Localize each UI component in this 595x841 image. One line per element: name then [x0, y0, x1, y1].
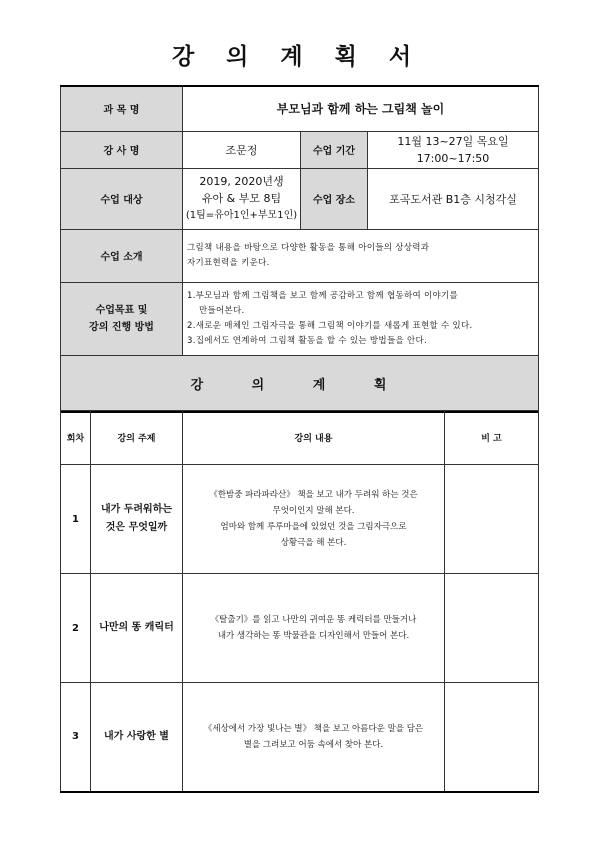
period-value — [368, 131, 539, 168]
table-row — [61, 465, 539, 574]
intro-line: 그림책 내용을 바탕으로 다양한 활동을 통해 아이들의 상상력과 — [187, 242, 430, 253]
content-line: 무엇이인지 말해 본다. — [272, 506, 355, 516]
content-line: 《탈출기》를 읽고 나만의 귀여운 똥 케릭터를 만들거나 — [210, 615, 417, 625]
content-line: 엄마와 함께 루루마을에 있었던 것을 그림자극으로 — [220, 522, 407, 532]
lecture-plan-table — [60, 410, 539, 793]
session-header: 회차 — [61, 411, 91, 465]
table-row — [61, 683, 539, 792]
lecture-topic — [91, 574, 183, 683]
target-teams: 유아 & 부모 8팀 — [201, 192, 282, 205]
lecture-topic — [91, 465, 183, 574]
note-header: 비 고 — [445, 411, 539, 465]
content-line: 내가 생각하는 똥 박물관을 디자인해서 만들어 본다. — [217, 631, 410, 641]
intro-label: 수업 소개 — [61, 229, 183, 282]
target-label: 수업 대상 — [61, 168, 183, 229]
topic-header: 강의 주제 — [91, 411, 183, 465]
instructor-value: 조문정 — [183, 131, 301, 168]
note-cell — [445, 465, 539, 574]
intro-line: 자기표현력을 키운다. — [187, 257, 270, 268]
content-line: 상황극을 해 본다. — [280, 538, 347, 548]
content-line: 별을 그려보고 어둠 속에서 찾아 본다. — [243, 739, 384, 750]
instructor-label: 강 사 명 — [61, 131, 183, 168]
goals-label-line: 강의 진행 방법 — [89, 321, 154, 333]
goal-item: 2.새로운 매체인 그림자극을 통해 그림책 이야기를 새롭게 표현할 수 있다. — [187, 320, 473, 331]
goal-item: 만들어본다. — [199, 305, 245, 316]
place-label: 수업 장소 — [301, 168, 368, 229]
content-line: 《한밤중 파라파라산》 책을 보고 내가 두려워 하는 것은 — [209, 490, 418, 500]
period-time: 17:00~17:50 — [416, 151, 490, 165]
goals-value — [183, 282, 539, 355]
topic-line: 나만의 똥 캐릭터 — [99, 622, 174, 633]
place-value: 포곡도서관 B1층 시청각실 — [368, 168, 539, 229]
target-years: 2019, 2020년생 — [199, 175, 284, 188]
intro-value — [183, 229, 539, 282]
note-cell — [445, 683, 539, 792]
course-name-label: 과 목 명 — [61, 86, 183, 131]
goal-item: 3.집에서도 연계하여 그림책 활동을 할 수 있는 방법들을 안다. — [187, 335, 427, 346]
goals-label — [61, 282, 183, 355]
session-number: 3 — [61, 683, 91, 792]
period-label: 수업 기간 — [301, 131, 368, 168]
topic-line: 내가 사랑한 별 — [104, 730, 169, 742]
topic-line: 내가 두려워하는 — [100, 504, 173, 515]
lecture-content — [183, 574, 445, 683]
lecture-topic — [91, 683, 183, 792]
period-dates: 11월 13~27일 목요일 — [397, 134, 509, 148]
content-header: 강의 내용 — [183, 411, 445, 465]
table-row — [61, 574, 539, 683]
document-title: 강 의 계 획 서 — [171, 44, 424, 70]
target-value — [183, 168, 301, 229]
session-number: 2 — [61, 574, 91, 683]
lecture-content — [183, 683, 445, 792]
topic-line: 것은 무엇일까 — [105, 522, 168, 533]
goal-item: 1.부모님과 함께 그림책을 보고 함께 공감하고 함께 협동하여 이야기를 — [187, 290, 459, 301]
target-team-note: (1팀=유아1인+부모1인) — [185, 210, 298, 221]
goals-label-line: 수업목표 및 — [95, 304, 148, 316]
session-number: 1 — [61, 465, 91, 574]
plan-section-title: 강 의 계 획 — [61, 355, 539, 412]
content-line: 《세상에서 가장 빛나는 별》 책을 보고 아름다운 말을 담은 — [203, 723, 424, 734]
course-name-value: 부모님과 함께 하는 그림책 놀이 — [183, 86, 539, 131]
note-cell — [445, 574, 539, 683]
course-info-table — [60, 85, 539, 413]
lecture-content — [183, 465, 445, 574]
